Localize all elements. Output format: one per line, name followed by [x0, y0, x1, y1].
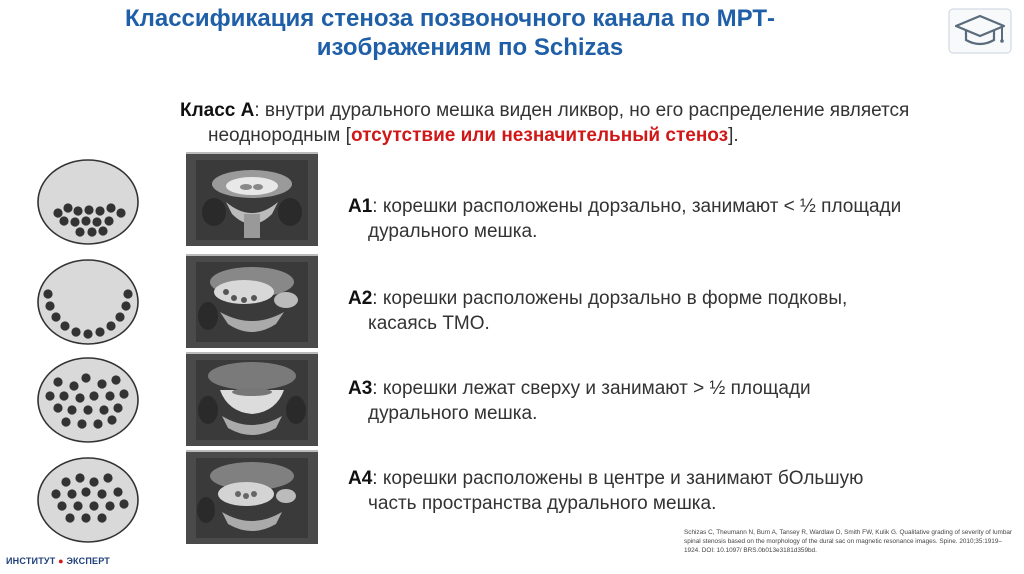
- mri-image-a3: [186, 352, 318, 446]
- grade-line-1: : корешки расположены в центре и занимают бОльшую: [372, 468, 864, 489]
- logo-text-2: ЭКСПЕРТ: [66, 556, 110, 566]
- grade-label: А2: [348, 288, 373, 309]
- diagram-a1: [36, 158, 140, 246]
- grade-line-1: : корешки лежат сверху и занимают > ½ площади: [372, 378, 811, 399]
- title-line-1: Классификация стеноза позвоночного канала по МРТ-: [124, 5, 776, 32]
- grade-line-2: часть пространства дурального мешка.: [368, 493, 717, 514]
- graduation-cap-icon: [948, 8, 1012, 54]
- title-line-2: изображениям по Schizas: [316, 34, 624, 61]
- mri-image-a4: [186, 450, 318, 544]
- class-label: Класс А: [180, 100, 255, 121]
- citation: Schizas C, Theumann N, Burn A, Tansey R, Wardlaw D, Smith FW, Kulik G. Qualitative grading of severity of lumbar spinal stenosis based on the morphology of the dural sac on magnetic resonance images. Spine. 2010;35:1919–1924. DOI: 10.1097/ BRS.0b013e3181d359bd.: [684, 529, 1013, 554]
- institute-logo: [6, 556, 110, 566]
- grade-line-1: : корешки расположены дорзально в форме подковы,: [372, 288, 848, 309]
- diagram-a3: [36, 356, 140, 444]
- grade-a4-text: [348, 466, 988, 516]
- grade-label: А4: [348, 468, 373, 489]
- class-a-description: [180, 98, 1020, 148]
- class-text-3: ].: [728, 125, 739, 146]
- grade-line-1: : корешки расположены дорзально, занимают < ½ площади: [372, 196, 902, 217]
- diagram-a4: [36, 456, 140, 544]
- class-text-2: неоднородным [: [208, 125, 351, 146]
- grade-a2-text: [348, 286, 988, 336]
- grade-line-2: дурального мешка.: [368, 403, 538, 424]
- class-text-1: : внутри дурального мешка виден ликвор, но его распределение является: [254, 100, 910, 121]
- grade-label: А3: [348, 378, 373, 399]
- mri-image-a1: [186, 152, 318, 246]
- page-title: [0, 4, 900, 62]
- stenosis-highlight: отсутствие или незначительный стеноз: [350, 125, 729, 146]
- mri-image-a2: [186, 254, 318, 348]
- grade-line-2: дурального мешка.: [368, 221, 538, 242]
- grade-a1-text: [348, 194, 988, 244]
- logo-text-1: ИНСТИТУТ: [6, 556, 56, 566]
- diagram-a2: [36, 258, 140, 346]
- logo-mark-icon: ●: [58, 556, 64, 566]
- grade-line-2: касаясь ТМО.: [368, 313, 490, 334]
- grade-label: А1: [348, 196, 373, 217]
- grade-a3-text: [348, 376, 988, 426]
